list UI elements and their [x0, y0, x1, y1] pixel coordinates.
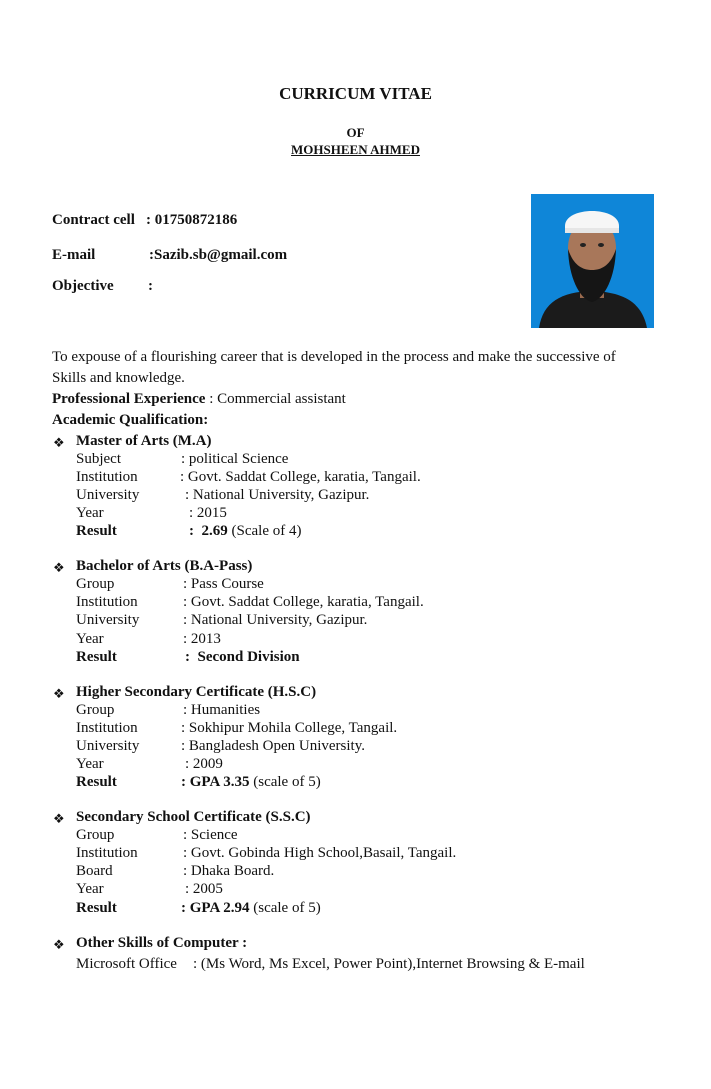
result-label: Result	[76, 900, 117, 916]
degree-row-label: University	[76, 738, 140, 754]
degree-row-label: Institution	[76, 720, 138, 736]
skills-heading: Other Skills of Computer :	[76, 935, 248, 951]
degree-row-value: : Sokhipur Mohila College, Tangail.	[181, 720, 398, 736]
email-value: :Sazib.sb@gmail.com	[149, 247, 288, 263]
degree-row-label: Institution	[76, 845, 138, 861]
degree-row-label: Group	[76, 576, 115, 592]
result-value: : 2.69 (Scale of 4)	[189, 523, 302, 539]
bullet-icon: ❖	[53, 811, 65, 826]
degree-row-value: : 2013	[183, 631, 221, 647]
degree-row-label: Year	[76, 505, 104, 521]
result-label: Result	[76, 649, 117, 665]
degree-row-label: Year	[76, 881, 104, 897]
candidate-name: MOHSHEEN AHMED	[291, 142, 420, 157]
degree-title: Master of Arts (M.A)	[76, 433, 212, 449]
of-label: OF	[346, 125, 365, 140]
profile-photo	[531, 194, 654, 328]
degree-row-value: : Govt. Saddat College, karatia, Tangail.	[180, 469, 421, 485]
cv-title: CURRICUM VITAE	[279, 84, 432, 103]
degree-row-value: : National University, Gazipur.	[183, 612, 368, 628]
degree-row-value: : Dhaka Board.	[183, 863, 275, 879]
degree-row-label: Year	[76, 756, 104, 772]
degree-row-value: : 2015	[189, 505, 227, 521]
degree-title: Secondary School Certificate (S.S.C)	[76, 809, 311, 825]
bullet-icon: ❖	[53, 560, 65, 575]
result-value: : Second Division	[185, 649, 300, 665]
degree-row-value: : 2009	[185, 756, 223, 772]
objective-colon: :	[148, 278, 153, 294]
degree-row-value: : Govt. Saddat College, karatia, Tangail.	[183, 594, 424, 610]
degree-row-value: : Bangladesh Open University.	[181, 738, 365, 754]
objective-label: Objective	[52, 278, 114, 294]
objective-line-1: To expouse of a flourishing career that is developed in the process and make the successive of	[52, 349, 616, 365]
result-label: Result	[76, 523, 117, 539]
degree-row-value: : National University, Gazipur.	[185, 487, 370, 503]
professional-experience: Professional Experience : Commercial assistant	[52, 391, 346, 407]
degree-title: Higher Secondary Certificate (H.S.C)	[76, 684, 317, 700]
degree-row-label: Institution	[76, 594, 138, 610]
result-value: : GPA 2.94 (scale of 5)	[181, 900, 321, 916]
result-label: Result	[76, 774, 117, 790]
degree-row-label: Group	[76, 702, 115, 718]
skills-label: Microsoft Office	[76, 956, 177, 972]
degree-row-value: : Science	[183, 827, 238, 843]
degree-row-label: Group	[76, 827, 115, 843]
bullet-icon: ❖	[53, 937, 65, 952]
academic-heading: Academic Qualification:	[52, 412, 209, 428]
degree-row-value: : Humanities	[183, 702, 261, 718]
degree-row-label: University	[76, 612, 140, 628]
objective-line-2: Skills and knowledge.	[52, 370, 185, 386]
degree-row-label: University	[76, 487, 140, 503]
degree-row-value: : Govt. Gobinda High School,Basail, Tangail.	[183, 845, 457, 861]
email-label: E-mail	[52, 247, 96, 263]
degree-row-label: Year	[76, 631, 104, 647]
degree-row-label: Board	[76, 863, 113, 879]
phone-value: : 01750872186	[146, 212, 238, 228]
phone-label: Contract cell	[52, 212, 135, 228]
degree-row-value: : Pass Course	[183, 576, 264, 592]
degree-row-label: Institution	[76, 469, 138, 485]
result-value: : GPA 3.35 (scale of 5)	[181, 774, 321, 790]
bullet-icon: ❖	[53, 435, 65, 450]
degree-row-label: Subject	[76, 451, 121, 467]
skills-value: : (Ms Word, Ms Excel, Power Point),Internet Browsing & E-mail	[193, 956, 585, 972]
degree-title: Bachelor of Arts (B.A-Pass)	[76, 558, 253, 574]
degree-row-value: : political Science	[181, 451, 289, 467]
bullet-icon: ❖	[53, 686, 65, 701]
degree-row-value: : 2005	[185, 881, 223, 897]
